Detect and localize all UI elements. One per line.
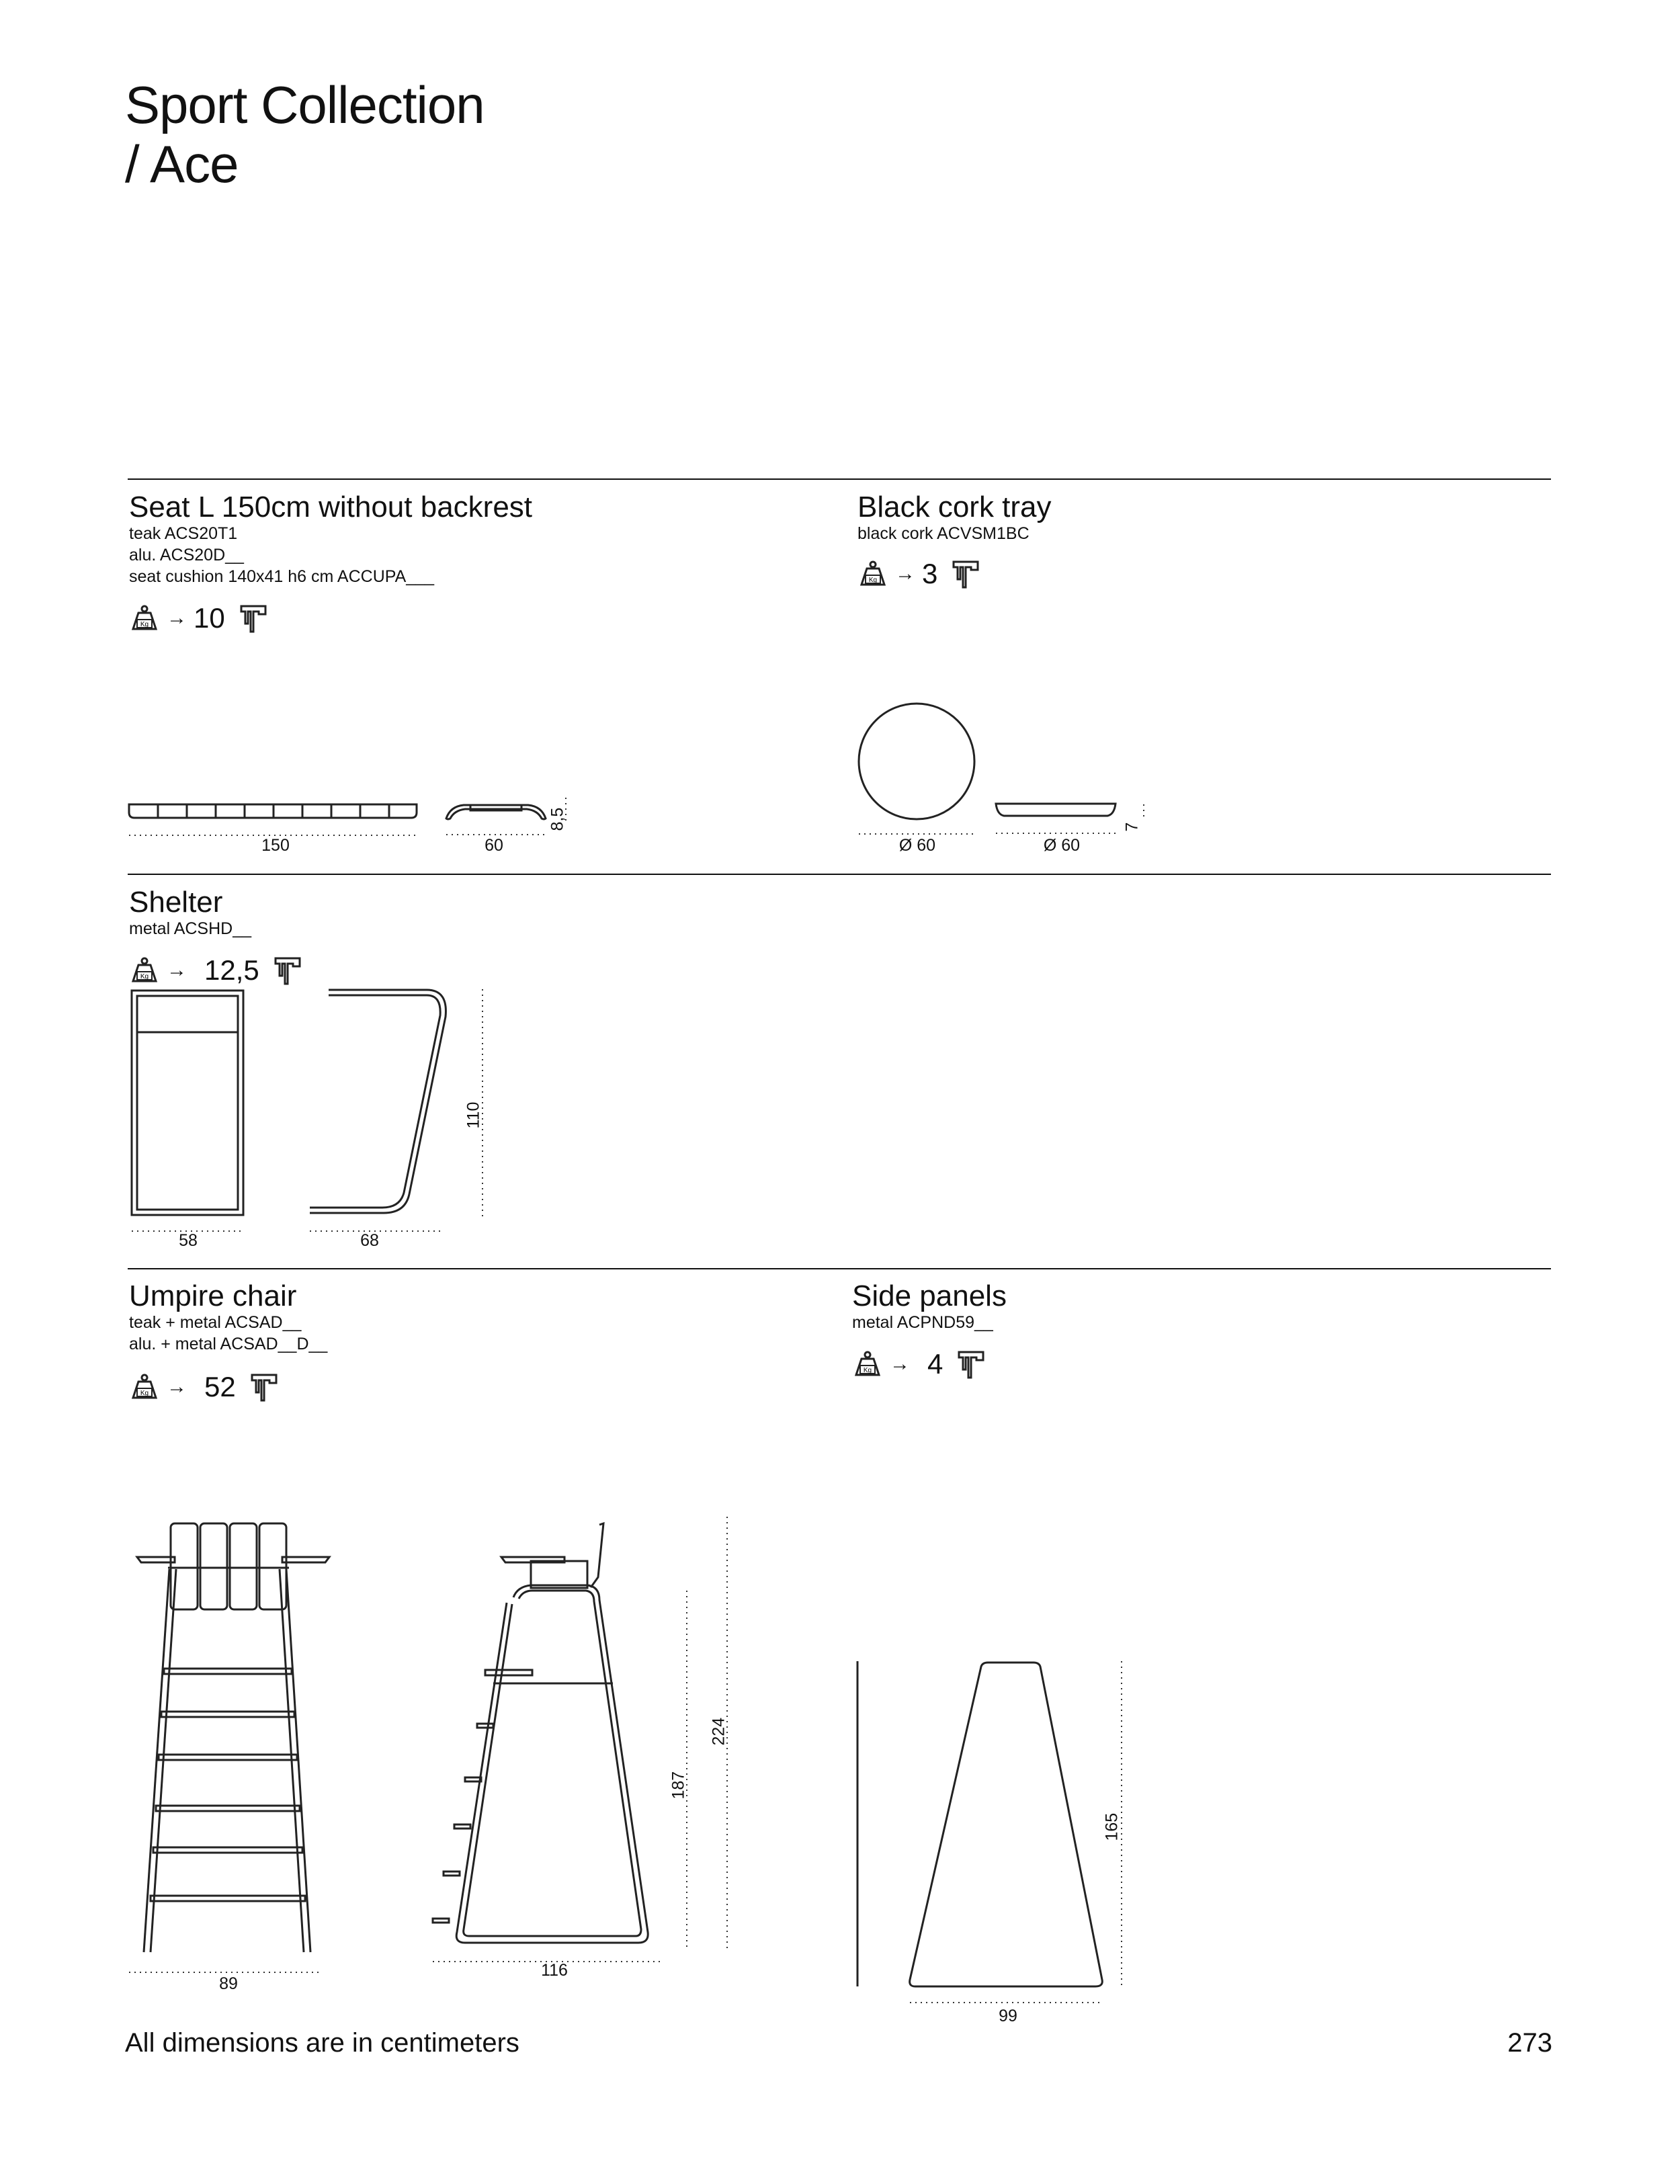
kg-weight-icon: [129, 605, 160, 632]
kg-weight-icon: [857, 560, 888, 587]
product-title: Shelter: [129, 886, 223, 919]
dimension-label: Ø 60: [898, 836, 936, 855]
weight-value: 12,5: [204, 954, 259, 986]
title-line-1: Sport Collection: [125, 75, 485, 134]
svg-text:Kg: Kg: [140, 621, 149, 628]
arrow-icon: →: [167, 959, 187, 981]
panel-side-edge-drawing: [853, 1660, 867, 1989]
weight-value: 3: [922, 558, 938, 589]
assembly-tool-icon: [249, 1372, 279, 1402]
dimension-label: 187: [669, 1771, 688, 1800]
svg-text:Kg: Kg: [140, 1390, 149, 1397]
dimension-label: 116: [541, 1961, 568, 1980]
weight-info: [129, 1371, 279, 1403]
product-spec: alu. + metal ACSAD__D__: [129, 1335, 328, 1353]
product-title: Umpire chair: [129, 1279, 297, 1312]
product-title: Seat L 150cm without backrest: [129, 491, 533, 523]
weight-info: [129, 954, 302, 986]
dimension-label: 68: [360, 1231, 379, 1250]
product-spec: teak + metal ACSAD__: [129, 1313, 302, 1332]
weight-info: [129, 602, 268, 634]
weight-info: [857, 558, 980, 590]
umpire-side-drawing: [423, 1515, 746, 1972]
arrow-icon: →: [890, 1353, 910, 1375]
dimension-label: 8,5: [548, 807, 567, 831]
assembly-tool-icon: [951, 559, 980, 589]
panel-front-drawing: [906, 1660, 1128, 2009]
product-spec: metal ACSHD__: [129, 919, 252, 938]
shelter-front-drawing: [128, 988, 255, 1236]
product-spec: metal ACPND59__: [852, 1313, 993, 1332]
dimension-label: 58: [179, 1231, 198, 1250]
arrow-icon: →: [167, 1376, 187, 1398]
product-title: Side panels: [852, 1279, 1007, 1312]
product-spec: black cork ACVSM1BC: [857, 524, 1030, 543]
dimension-label: 110: [464, 1101, 483, 1129]
page-title: [125, 75, 485, 194]
section-divider: [128, 1268, 1551, 1269]
dimension-label: 224: [709, 1717, 728, 1746]
svg-text:Kg: Kg: [140, 973, 149, 980]
dimension-label: 89: [219, 1974, 238, 1993]
product-spec: seat cushion 140x41 h6 cm ACCUPA___: [129, 567, 434, 586]
svg-text:Kg: Kg: [868, 577, 878, 584]
assembly-tool-icon: [239, 603, 268, 633]
dimension-label: 150: [261, 836, 290, 855]
arrow-icon: →: [167, 607, 187, 629]
kg-weight-icon: [129, 957, 160, 984]
dimension-label: 99: [999, 2007, 1017, 2025]
tray-top-drawing: [853, 702, 981, 837]
dimension-label: 165: [1102, 1812, 1122, 1841]
dimension-label: Ø 60: [1043, 836, 1081, 855]
arrow-icon: →: [895, 562, 915, 585]
weight-value: 4: [927, 1348, 943, 1380]
umpire-front-drawing: [128, 1515, 343, 1986]
kg-weight-icon: [129, 1374, 160, 1400]
page-number: 273: [1507, 2028, 1552, 2058]
product-spec: teak ACS20T1: [129, 524, 238, 543]
section-divider: [128, 874, 1551, 875]
assembly-tool-icon: [956, 1349, 986, 1379]
section-divider: [128, 478, 1551, 480]
kg-weight-icon: [852, 1351, 883, 1378]
product-spec: alu. ACS20D__: [129, 546, 244, 564]
weight-value: 52: [204, 1371, 236, 1402]
title-line-2: / Ace: [125, 134, 239, 194]
weight-info: [852, 1348, 986, 1380]
product-title: Black cork tray: [857, 491, 1052, 523]
weight-value: 10: [194, 602, 225, 634]
dimension-line: [1141, 803, 1148, 823]
dimension-label: 7: [1122, 822, 1142, 832]
svg-text:Kg: Kg: [863, 1367, 872, 1374]
assembly-tool-icon: [273, 956, 302, 985]
footer-note: All dimensions are in centimeters: [125, 2028, 519, 2058]
dimension-label: 60: [485, 836, 503, 855]
